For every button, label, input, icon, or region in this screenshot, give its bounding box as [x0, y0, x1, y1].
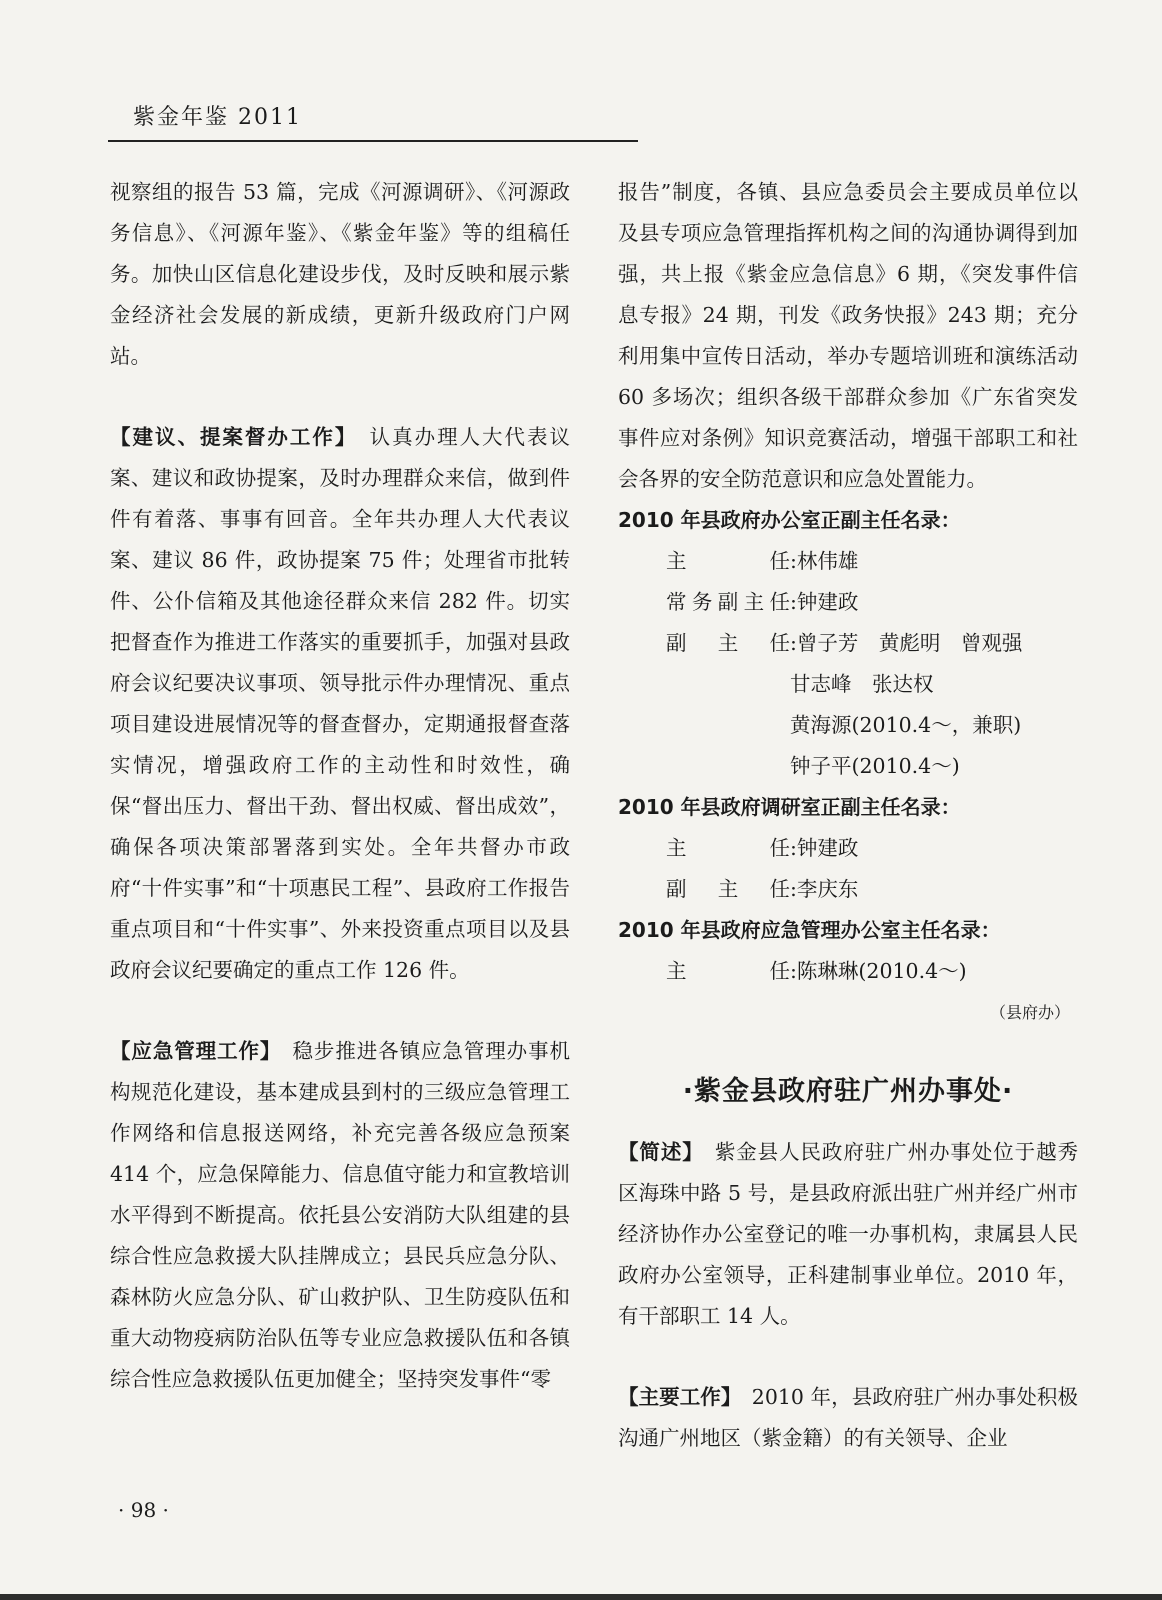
- roster-names: 钟建政: [796, 590, 859, 614]
- running-header: 紫金年鉴 2011: [133, 105, 302, 130]
- roster-row: [618, 541, 1078, 582]
- emergency-body: 稳步推进各镇应急管理办事机构规范化建设，基本建成县到村的三级应急管理工作网络和信息报送网络，补充完善各级应急预案 414 个，应急保障能力、信息值守能力和宣教培训水平得到不断提高。依托县公安消防大队组建的县综合性应急救援大队挂牌成立；县民兵应急分队、森林防火应急分队、矿山救护队、卫生防疫队伍和重大动物疫病防治队伍等专业应急救援队伍和各镇综合性应急救援队伍更加健全；坚持突发事件“零: [110, 1039, 571, 1391]
- roster-continuation: 甘志峰 张达权: [790, 672, 934, 696]
- roster-row: [618, 951, 1078, 992]
- roster-role: 主任: [666, 836, 790, 860]
- section-lead-main-work: 【主要工作】: [618, 1385, 732, 1409]
- roster-continuation: 钟子平(2010.4～): [790, 754, 960, 778]
- roster-colon: :: [790, 549, 797, 573]
- overview-body: 紫金县人民政府驻广州办事处位于越秀区海珠中路 5 号，是县政府派出驻广州并经广州市经济协作办公室登记的唯一办事机构，隶属县人民政府办公室领导，正科建制事业单位。2010 年，有干部职工 14 人。: [618, 1140, 1079, 1328]
- roster-role: 主任: [666, 959, 790, 983]
- right-paragraph-3: [618, 1377, 1078, 1459]
- roster-role: 主任: [666, 549, 790, 573]
- roster-names: 钟建政: [796, 836, 859, 860]
- roster-row: [618, 828, 1078, 869]
- section-lead-supervision: 【建议、提案督办工作】: [110, 425, 348, 449]
- roster-continuation: 黄海源(2010.4～，兼职): [790, 713, 1022, 737]
- left-paragraph-2: [110, 417, 570, 991]
- left-paragraph-3: [110, 1031, 570, 1400]
- roster-colon: :: [790, 590, 797, 614]
- page-number: · 98 ·: [118, 1498, 169, 1522]
- section-lead-emergency: 【应急管理工作】: [110, 1039, 272, 1063]
- roster-role: 副主任: [666, 631, 790, 655]
- roster-role: 副主任: [666, 877, 790, 901]
- left-column: [110, 172, 570, 1400]
- roster-row: [618, 582, 1078, 623]
- main-work-body: 2010 年，县政府驻广州办事处积极沟通广州地区（紫金籍）的有关领导、企业: [618, 1385, 1078, 1450]
- roster-names: 陈琳琳(2010.4～): [796, 959, 967, 983]
- left-paragraph-1: 视察组的报告 53 篇，完成《河源调研》、《河源政务信息》、《河源年鉴》、《紫金年鉴》等的组稿任务。加快山区信息化建设步伐，及时反映和展示紫金经济社会发展的新成绩，更新升级政府门户网站。: [110, 180, 570, 368]
- right-column: [618, 172, 1078, 1459]
- roster-names: 林伟雄: [796, 549, 859, 573]
- roster-title-research: 2010 年县政府调研室正副主任名录：: [618, 795, 961, 819]
- section-heading: ·紫金县政府驻广州办事处·: [682, 1076, 1014, 1107]
- roster-title-emergency-office: 2010 年县政府应急管理办公室主任名录：: [618, 918, 1001, 942]
- supervision-body: 认真办理人大代表议案、建议和政协提案，及时办理群众来信，做到件件有着落、事事有回音。全年共办理人大代表议案、建议 86 件，政协提案 75 件；处理省市批转件、公仆信箱及其他途径群众来信 282 件。切实把督查作为推进工作落实的重要抓手，加强对县政府会议纪要决议事项、领导批示件办理情况、重点项目建设进展情况等的督查督办，定期通报督查落实情况，增强政府工作的主动性和时效性，确保“督出压力、督出干劲、督出权威、督出成效”，确保各项决策部署落到实处。全年共督办市政府“十件实事”和“十项惠民工程”、县政府工作报告重点项目和“十件实事”、外来投资重点项目以及县政府会议纪要确定的重点工作 126 件。: [110, 425, 571, 982]
- scan-edge: [0, 1594, 1162, 1600]
- section-lead-overview: 【简述】: [618, 1140, 694, 1164]
- roster-title-office: 2010 年县政府办公室正副主任名录：: [618, 508, 961, 532]
- spacer: [110, 377, 570, 417]
- source-note: （县府办）: [989, 1003, 1070, 1022]
- roster-colon: :: [790, 959, 797, 983]
- roster-row: [618, 623, 1078, 664]
- spacer: [618, 1337, 1078, 1377]
- roster-colon: :: [790, 836, 797, 860]
- roster-colon: :: [790, 631, 797, 655]
- roster-role: 常务副主任: [666, 590, 790, 614]
- roster-names: 李庆东: [796, 877, 859, 901]
- roster-colon: :: [790, 877, 797, 901]
- spacer: [110, 991, 570, 1031]
- right-paragraph-2: [618, 1132, 1078, 1337]
- roster-row: [618, 869, 1078, 910]
- right-paragraph-1: 报告”制度，各镇、县应急委员会主要成员单位以及县专项应急管理指挥机构之间的沟通协调得到加强，共上报《紫金应急信息》6 期，《突发事件信息专报》24 期，刊发《政务快报》243 期；充分利用集中宣传日活动，举办专题培训班和演练活动 60 多场次；组织各级干部群众参加《广东省突发事件应对条例》知识竞赛活动，增强干部职工和社会各界的安全防范意识和应急处置能力。: [618, 180, 1078, 491]
- header-rule: [108, 140, 638, 142]
- roster-names: 曾子芳 黄彪明 曾观强: [796, 631, 1023, 655]
